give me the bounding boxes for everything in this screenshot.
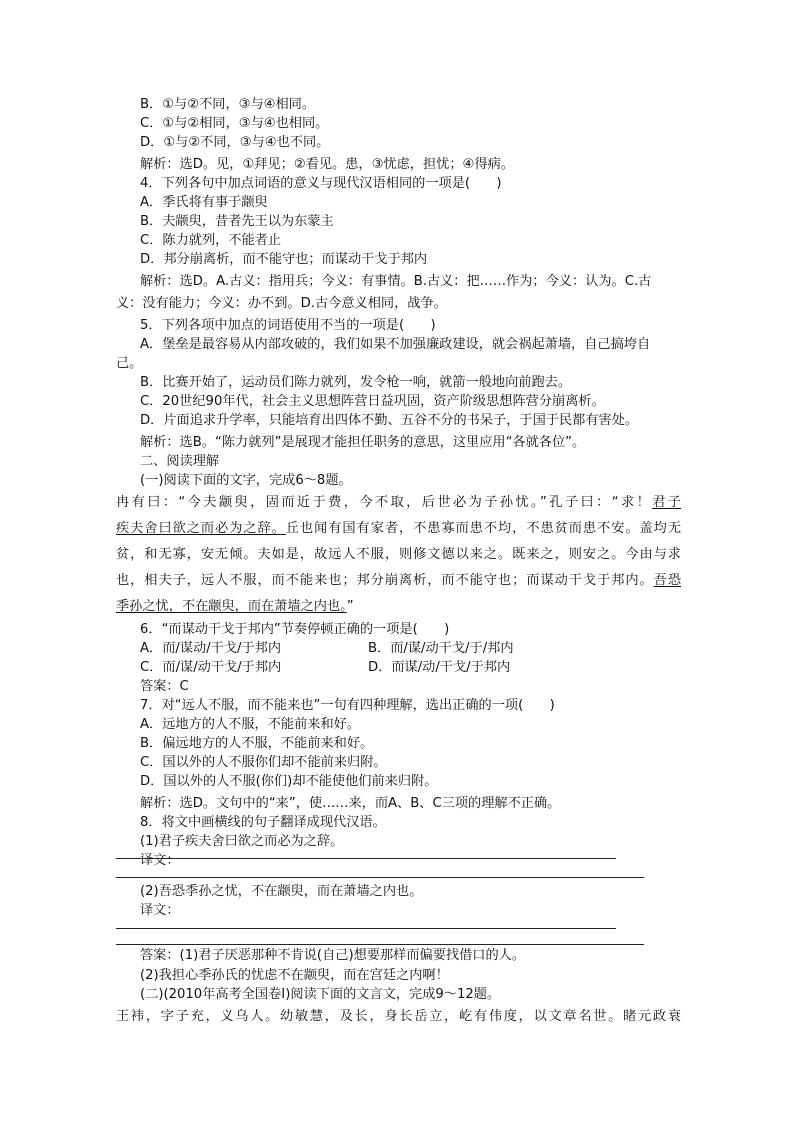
q6-answer: 答案：C: [140, 679, 189, 694]
answer-blank-line: [116, 928, 616, 929]
underlined-sentence-1-start: 君子: [652, 495, 681, 510]
q4-explanation-line2: 义：没有能力；今义：办不到。D.古今意义相同，战争。: [116, 296, 447, 311]
underlined-sentence-2-end: 季孙之忧，不在颛臾，而在萧墙之内也。: [116, 599, 347, 614]
q7-explanation: 解析：选D。文句中的“来”，使……来，而A、B、C三项的理解不正确。: [140, 796, 561, 811]
part-two-heading: (二)(2010年高考全国卷Ⅰ)阅读下面的文言文，完成9～12题。: [140, 987, 501, 1002]
q5-stem: 5．下列各项中加点的词语使用不当的一项是( ): [140, 318, 436, 333]
answer-blank-line: [116, 877, 644, 878]
q7-option-d: D．国以外的人不服(你们)却不能使他们前来归附。: [140, 774, 438, 789]
q8-answer-2: (2)我担心季孙氏的忧虑不在颛臾，而在宫廷之内啊！: [140, 968, 449, 983]
answer-blank-line: [116, 858, 616, 859]
q5-option-b: B．比赛开始了，运动员们陈力就列，发令枪一响，就箭一般地向前跑去。: [140, 375, 572, 390]
q8-translation-label-1: 译文：: [140, 853, 180, 868]
q6-option-d: D．而谋/动/干戈/于邦内: [368, 660, 511, 675]
passage-line-1: 冉有曰：“今夫颛臾，固而近于费，今不取，后世必为子孙忧。”孔子曰：“求！君子: [116, 495, 681, 510]
q4-explanation-line1: 解析：选D。A.古义：指用兵；今义：有事情。B.古义：把……作为；今义：认为。C.古: [140, 274, 652, 289]
q7-option-c: C．国以外的人不服你们却不能前来归附。: [140, 755, 387, 770]
underlined-sentence-1-end: 疾夫舍曰欲之而必为之辞。: [116, 521, 286, 536]
q6-option-b: B．而/谋/动干戈/于/邦内: [368, 641, 514, 656]
passage-two-first-line: 王袆，字子充，义乌人。幼敏慧，及长，身长岳立，屹有伟度，以文章名世。睹元政衰: [116, 1009, 681, 1024]
passage-line-5: 季孙之忧，不在颛臾，而在萧墙之内也。”: [116, 599, 354, 614]
q3-option-d: D．①与②不同，③与④也不同。: [140, 135, 330, 150]
q5-option-d: D．片面追求升学率，只能培育出四体不勤、五谷不分的书呆子，于国于民都有害处。: [140, 413, 639, 428]
q3-option-b: B．①与②不同，③与④相同。: [140, 97, 316, 112]
passage-line-2: 疾夫舍曰欲之而必为之辞。丘也闻有国有家者，不患寡而患不均，不患贫而患不安。盖均无: [116, 521, 682, 536]
passage-line-4: 也，相夫子，远人不服，而不能来也；邦分崩离析，而不能守也；而谋动干戈于邦内。吾恐: [116, 573, 682, 588]
q7-stem: 7．对“远人不服，而不能来也”一句有四种理解，选出正确的一项( ): [140, 698, 555, 713]
q5-option-c: C．20世纪90年代，社会主义思想阵营日益巩固，资产阶级思想阵营分崩离析。: [140, 394, 605, 409]
passage-line-3: 贫，和无寡，安无倾。夫如是，故远人不服，则修文德以来之。既来之，则安之。今由与求: [116, 547, 681, 562]
q8-answer-1: 答案：(1)君子厌恶那种不肯说(自己)想要那样而偏要找借口的人。: [140, 948, 526, 963]
q4-option-b: B．夫颛臾，昔者先王以为东蒙主: [140, 214, 334, 229]
q3-explanation: 解析：选D。见，①拜见；②看见。患，③忧虑，担忧；④得病。: [140, 157, 514, 172]
q8-translation-label-2: 译文：: [140, 903, 180, 918]
q3-option-c: C．①与②相同，③与④也相同。: [140, 116, 329, 131]
q7-option-a: A．远地方的人不服，不能前来和好。: [140, 717, 361, 732]
section-heading: 二、阅读理解: [140, 454, 220, 469]
q8-stem: 8．将文中画横线的句子翻译成现代汉语。: [140, 815, 386, 830]
q8-sentence-1: (1)君子疾夫舍曰欲之而必为之辞。: [140, 834, 344, 849]
part-one-heading: (一)阅读下面的文字，完成6～8题。: [140, 473, 352, 488]
q7-option-b: B．偏远地方的人不服，不能前来和好。: [140, 736, 374, 751]
underlined-sentence-2-start: 吾恐: [653, 573, 682, 588]
q5-option-a-line1: A．堡垒是最容易从内部攻破的，我们如果不加强廉政建设，就会祸起萧墙，自己搞垮自: [140, 337, 651, 352]
q5-explanation: 解析：选B。“陈力就列”是展现才能担任职务的意思，这里应用“各就各位”。: [140, 435, 586, 450]
q6-option-a: A．而/谋动/干戈/于邦内: [140, 641, 282, 656]
q4-option-d: D．邦分崩离析，而不能守也；而谋动干戈于邦内: [140, 252, 428, 267]
q4-option-a: A．季氏将有事于颛臾: [140, 195, 268, 210]
q8-sentence-2: (2)吾恐季孙之忧，不在颛臾，而在萧墙之内也。: [140, 884, 423, 899]
q6-option-c: C．而/谋/动干戈/于邦内: [140, 660, 282, 675]
q6-stem: 6．“而谋动干戈于邦内”节奏停顿正确的一项是( ): [140, 622, 450, 637]
q4-option-c: C．陈力就列，不能者止: [140, 233, 282, 248]
answer-blank-line: [116, 944, 644, 945]
q4-stem: 4．下列各句中加点词语的意义与现代汉语相同的一项是( ): [140, 176, 502, 191]
q5-option-a-line2: 己。: [116, 356, 143, 371]
